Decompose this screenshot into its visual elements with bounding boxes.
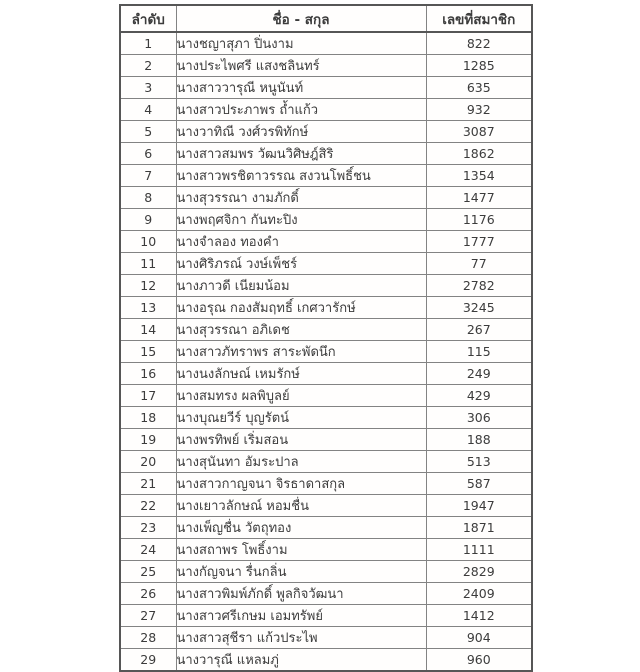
- name-cell: นางชญาสุภา ปิ่นงาม: [176, 32, 426, 55]
- table-row: [120, 77, 532, 99]
- name-cell: นางสาววารุณี หนูนันท์: [176, 77, 426, 99]
- member-number-cell: 1176: [426, 209, 532, 231]
- name-cell: นางประไพศรี แสงชลินทร์: [176, 55, 426, 77]
- table-row: [120, 187, 532, 209]
- member-number-cell: 306: [426, 407, 532, 429]
- member-number-cell: 1947: [426, 495, 532, 517]
- order-cell: 10: [120, 231, 176, 253]
- member-number-cell: 1862: [426, 143, 532, 165]
- name-cell: นางบุณยวีร์ บุญรัตน์: [176, 407, 426, 429]
- member-number-cell: 115: [426, 341, 532, 363]
- name-cell: นางนงลักษณ์ เหมรักษ์: [176, 363, 426, 385]
- order-cell: 11: [120, 253, 176, 275]
- member-number-cell: 1354: [426, 165, 532, 187]
- table-row: [120, 231, 532, 253]
- table-row: [120, 275, 532, 297]
- member-number-cell: 1477: [426, 187, 532, 209]
- order-cell: 9: [120, 209, 176, 231]
- name-cell: นางภาวดี เนียมน้อม: [176, 275, 426, 297]
- order-cell: 21: [120, 473, 176, 495]
- name-cell: นางวาทิณี วงศ์วรพิทักษ์: [176, 121, 426, 143]
- member-number-cell: 587: [426, 473, 532, 495]
- table-row: [120, 319, 532, 341]
- order-cell: 18: [120, 407, 176, 429]
- order-cell: 28: [120, 627, 176, 649]
- name-cell: นางสาวกาญจนา จิรธาดาสกุล: [176, 473, 426, 495]
- member-number-cell: 3087: [426, 121, 532, 143]
- name-cell: นางสถาพร โพธิ์งาม: [176, 539, 426, 561]
- table-row: [120, 583, 532, 605]
- table-row: [120, 605, 532, 627]
- table-row: [120, 341, 532, 363]
- member-number-cell: 1412: [426, 605, 532, 627]
- name-cell: นางสุวรรณา อภิเดช: [176, 319, 426, 341]
- member-number-cell: 1285: [426, 55, 532, 77]
- table-row: [120, 473, 532, 495]
- order-cell: 2: [120, 55, 176, 77]
- member-number-cell: 635: [426, 77, 532, 99]
- column-header-name: ชื่อ - สกุล: [176, 5, 426, 32]
- member-list-table: [119, 4, 533, 672]
- member-number-cell: 1871: [426, 517, 532, 539]
- order-cell: 3: [120, 77, 176, 99]
- name-cell: นางกัญจนา รื่นกลิ่น: [176, 561, 426, 583]
- table-row: [120, 297, 532, 319]
- order-cell: 14: [120, 319, 176, 341]
- member-number-cell: 960: [426, 649, 532, 672]
- table-row: [120, 385, 532, 407]
- member-number-cell: 822: [426, 32, 532, 55]
- member-number-cell: 2409: [426, 583, 532, 605]
- table-row: [120, 253, 532, 275]
- name-cell: นางสาวศรีเกษม เอมทรัพย์: [176, 605, 426, 627]
- table-row: [120, 55, 532, 77]
- name-cell: นางเยาวลักษณ์ หอมชื่น: [176, 495, 426, 517]
- table-row: [120, 143, 532, 165]
- order-cell: 24: [120, 539, 176, 561]
- order-cell: 5: [120, 121, 176, 143]
- table-row: [120, 209, 532, 231]
- table-row: [120, 165, 532, 187]
- order-cell: 13: [120, 297, 176, 319]
- order-cell: 12: [120, 275, 176, 297]
- name-cell: นางสาวพิมพ์ภักดิ์ พูลกิจวัฒนา: [176, 583, 426, 605]
- order-cell: 6: [120, 143, 176, 165]
- name-cell: นางสาวพรชิตาวรรณ สงวนโพธิ์ชน: [176, 165, 426, 187]
- name-cell: นางพรทิพย์ เริ่มสอน: [176, 429, 426, 451]
- table-row: [120, 495, 532, 517]
- member-number-cell: 249: [426, 363, 532, 385]
- name-cell: นางศิริภรณ์ วงษ์เพ็ชร์: [176, 253, 426, 275]
- order-cell: 29: [120, 649, 176, 672]
- member-number-cell: 513: [426, 451, 532, 473]
- table-row: [120, 517, 532, 539]
- order-cell: 19: [120, 429, 176, 451]
- member-number-cell: 1777: [426, 231, 532, 253]
- table-row: [120, 99, 532, 121]
- member-number-cell: 188: [426, 429, 532, 451]
- member-number-cell: 429: [426, 385, 532, 407]
- name-cell: นางสาวประภาพร ถ้ำแก้ว: [176, 99, 426, 121]
- table-row: [120, 539, 532, 561]
- name-cell: นางสมทรง ผลพิบูลย์: [176, 385, 426, 407]
- table-body: [120, 32, 532, 671]
- name-cell: นางพฤศจิกา กันทะปิง: [176, 209, 426, 231]
- order-cell: 15: [120, 341, 176, 363]
- name-cell: นางวารุณี แหลมภู่: [176, 649, 426, 672]
- order-cell: 20: [120, 451, 176, 473]
- order-cell: 16: [120, 363, 176, 385]
- order-cell: 17: [120, 385, 176, 407]
- order-cell: 22: [120, 495, 176, 517]
- name-cell: นางเพ็ญชื่น วัตถุทอง: [176, 517, 426, 539]
- order-cell: 26: [120, 583, 176, 605]
- name-cell: นางจำลอง ทองคำ: [176, 231, 426, 253]
- name-cell: นางสุวรรณา งามภักดิ์: [176, 187, 426, 209]
- column-header-member-number: เลขที่สมาชิก: [426, 5, 532, 32]
- name-cell: นางอรุณ กองสัมฤทธิ์ เกศวารักษ์: [176, 297, 426, 319]
- table-row: [120, 627, 532, 649]
- order-cell: 4: [120, 99, 176, 121]
- name-cell: นางสาวสุชีรา แก้วประไพ: [176, 627, 426, 649]
- member-number-cell: 2829: [426, 561, 532, 583]
- table-row: [120, 121, 532, 143]
- order-cell: 23: [120, 517, 176, 539]
- member-number-cell: 77: [426, 253, 532, 275]
- member-number-cell: 932: [426, 99, 532, 121]
- order-cell: 1: [120, 32, 176, 55]
- column-header-order: ลำดับ: [120, 5, 176, 32]
- table-row: [120, 429, 532, 451]
- order-cell: 8: [120, 187, 176, 209]
- order-cell: 25: [120, 561, 176, 583]
- member-number-cell: 2782: [426, 275, 532, 297]
- member-number-cell: 3245: [426, 297, 532, 319]
- member-number-cell: 904: [426, 627, 532, 649]
- table-row: [120, 32, 532, 55]
- member-number-cell: 1111: [426, 539, 532, 561]
- order-cell: 7: [120, 165, 176, 187]
- table-row: [120, 363, 532, 385]
- member-number-cell: 267: [426, 319, 532, 341]
- table-row: [120, 561, 532, 583]
- order-cell: 27: [120, 605, 176, 627]
- table-header-row: [120, 5, 532, 32]
- name-cell: นางสาวสมพร วัฒนวิศิษฎ์สิริ: [176, 143, 426, 165]
- name-cell: นางสาวภัทราพร สาระพัดนึก: [176, 341, 426, 363]
- table-row: [120, 451, 532, 473]
- table-row: [120, 407, 532, 429]
- table-row: [120, 649, 532, 672]
- name-cell: นางสุนันทา อัมระปาล: [176, 451, 426, 473]
